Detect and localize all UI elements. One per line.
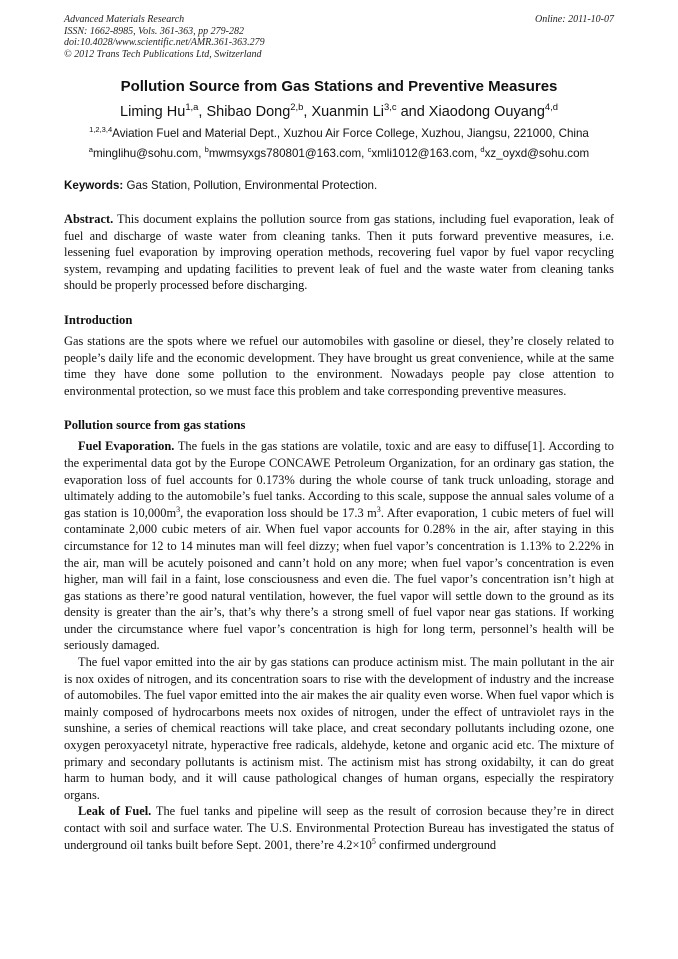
email-link[interactable]: xmli1012@163.com	[371, 147, 474, 160]
email-link[interactable]: xz_oyxd@sohu.com	[484, 147, 590, 160]
journal-header	[64, 14, 614, 60]
keywords-label: Keywords:	[64, 179, 124, 192]
actinism-paragraph: The fuel vapor emitted into the air by gas stations can produce actinism mist. The main pollutant in the air is nox oxides of nitrogen, and its concentration soars to rise with the development of industry and the increase of automobiles. The fuel vapor emitted into the air makes the air quality even worse. When fuel vapor which is mainly composed of hydrocarbons meets nox oxides of nitrogen, under the effect of untraviolet rays in the sunshine, a series of chemical reactions will take place, and creat secondary pollutants including ozone, one oxygen peroxyacetyl nitrate, hyperactive free radicals, aldehyde, ketone and organic acid etc. The mixture of primary and secondary pollutants is actinism mist. The actinism mist has strong oxidabilty, it can do great harm to human body, and it will cause pathological changes of human organs, especially the respiratory organs.	[64, 655, 614, 802]
affiliation	[64, 127, 614, 140]
email-list: $^a$minglihu@sohu.com, $^b$mwmsyxgs780801@163.com, $^c$xmli1012@163.com, $^d$xz_oyxd@sohu.com	[88, 145, 590, 160]
email-link[interactable]: minglihu@sohu.com	[92, 147, 199, 160]
author-sup: 1,a	[185, 101, 199, 113]
fuel-evaporation-paragraph	[64, 438, 614, 654]
author-sup: 2,b	[290, 101, 304, 113]
email-sup: c	[367, 145, 372, 155]
author-name: Liming Hu	[120, 104, 186, 120]
abstract	[64, 211, 614, 294]
author-separator: and	[396, 104, 429, 120]
email-sup: d	[480, 145, 485, 155]
doi-line: doi:10.4028/www.scientific.net/AMR.361-363.279	[64, 37, 265, 48]
email-sup: a	[88, 145, 93, 155]
introduction-paragraph: Gas stations are the spots where we refuel our automobiles with gasoline or diesel, they’re closely related to people’s daily life and the economic development. They have brought us great convenience, while at the same time they have done some pollution to the environment. Nowadays people pay close attention to environmental protection, so we must face this problem and take corresponding preventive measures.	[64, 333, 614, 398]
superscript: 5	[371, 836, 376, 846]
author-separator: ,	[198, 104, 207, 120]
online-date: Online: 2011-10-07	[535, 14, 614, 25]
paper-title: Pollution Source from Gas Stations and Preventive Measures	[120, 78, 558, 95]
email-sup: b	[204, 145, 209, 155]
author-sup: 4,d	[544, 101, 558, 113]
paper-page	[64, 14, 614, 853]
affiliation-sup: 1,2,3,4	[89, 125, 113, 135]
issn-line: ISSN: 1662-8985, Vols. 361-363, pp 279-282	[64, 25, 244, 37]
section-heading-pollution-source: Pollution source from gas stations	[64, 418, 246, 433]
leak-of-fuel-lead: Leak of Fuel.	[78, 804, 152, 819]
paragraph-text: The fuels in the gas stations are volatile, toxic and are easy to diffuse[1]. According to the experimental data got by the Europe CONCAWE Petroleum Organization, for an ordinary gas station, the evaporation loss of fuel accounts for 0.173% during the whole course of tank truck unloading, storage and ultimately adding to the automobile’s fuel tanks. According to this scale, suppose the annual sales volume of a gas station is 10,000m	[64, 439, 614, 520]
keywords	[64, 179, 614, 192]
author-separator: ,	[303, 104, 312, 120]
leak-of-fuel-paragraph	[64, 803, 614, 853]
keywords-text: Gas Station, Pollution, Environmental Protection.	[126, 179, 378, 192]
author-name: Shibao Dong	[206, 104, 291, 120]
superscript: 3	[176, 504, 181, 514]
paragraph-text: . After evaporation, 1 cubic meters of fuel will contaminate 2,000 cubic meters of air. When fuel vapor accounts for 0.28% in the air, after staying in this circumstance for 12 to 14 minutes man will feel dizzy; when fuel vapor’s concentration is 1.13% to 2.22% in the air, man will be acutely poisoned and cann’t hold on any more; when fuel vapor’s concentration is even higher, man will fail in a faint, lose consciousness and even die. The fuel vapor’s concentration isn’t high at gas stations as there’re good natural ventilation, however, the fuel vapor will settle down to the ground as its density is greater than the air’s, that’s why there’s a strong smell of fuel vapor near gas stations. If working under the circumstance where fuel vapor’s concentration is high for long term, personnel’s health will be seriously damaged.	[64, 505, 615, 653]
section-heading-introduction: Introduction	[64, 312, 133, 327]
copyright-line: © 2012 Trans Tech Publications Ltd, Switzerland	[64, 48, 262, 60]
email-link[interactable]: mwmsyxgs780801@163.com	[208, 147, 362, 160]
abstract-text: This document explains the pollution source from gas stations, including fuel evaporation, leak of fuel and discharge of waste water from cleaning tanks. Then it puts forward preventive measures, i.e. lessening fuel evaporation by improving operation methods, recovering fuel vapor by fuel vapor recycling system, revamping and updating facilities to prevent leak of fuel and the waste water from cleaning tanks should be properly processed before discharging.	[64, 212, 614, 293]
author-name: Xiaodong Ouyang	[428, 104, 545, 120]
superscript: 3	[376, 504, 381, 514]
journal-name: Advanced Materials Research	[64, 14, 185, 25]
affiliation-text: Aviation Fuel and Material Dept., Xuzhou Air Force College, Xuzhou, Jiangsu, 221000, China	[112, 127, 589, 140]
author-name: Xuanmin Li	[311, 104, 384, 120]
author-sup: 3,c	[383, 101, 397, 113]
paragraph-text: , the evaporation loss should be 17.3 m	[180, 505, 377, 520]
paragraph-text: The fuel tanks and pipeline will seep as the result of corrosion because they’re in direct contact with soil and surface water. The U.S. Environmental Protection Bureau has investigated the status of underground oil tanks built before Sept. 2001, there’re 4.2×10	[64, 804, 615, 852]
author-list	[64, 101, 614, 120]
paragraph-text: confirmed underground	[375, 837, 497, 852]
fuel-evaporation-lead: Fuel Evaporation.	[78, 439, 175, 454]
abstract-label: Abstract.	[64, 212, 114, 226]
